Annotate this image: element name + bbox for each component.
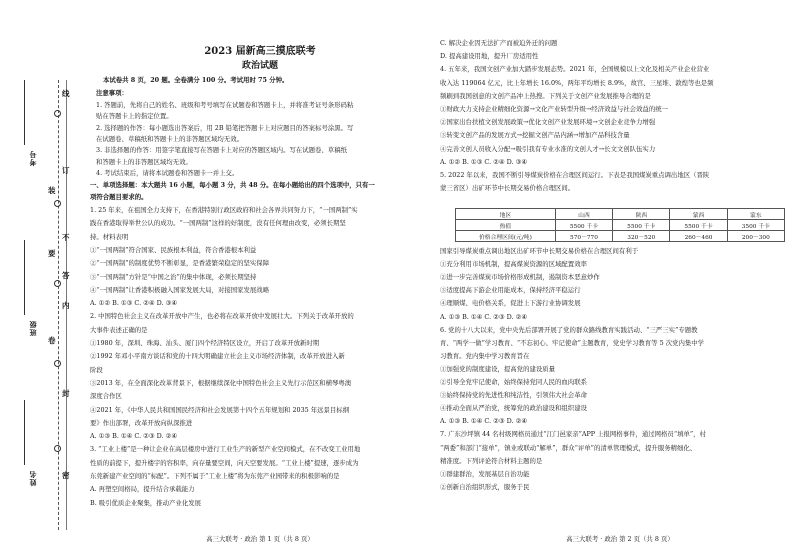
text-line: ③适度提高下游企业用能成本，保持经济平稳运行: [440, 286, 581, 295]
table-cell: 570－770: [555, 231, 612, 242]
text-line: 在试题卷、草稿纸和答题卡上的非答题区域均无效。: [96, 134, 243, 143]
text-line: ②1992 年邓小平南方谈话和党的十四大明确建立社会主义市场经济体制，改革开放进入新: [90, 352, 345, 361]
margin-char: 订: [62, 166, 70, 175]
text-line: 3. 非选择题的作答：用签字笔直接写在答题卡上对应的答题区域内。写在试题卷、草稿纸: [96, 146, 347, 155]
text-line: 3. “工业上楼”是一种让企业在高层楼房中进行工业生产的新型产业空间模式，在不改变工业用地: [90, 445, 361, 454]
margin-char: 答: [62, 271, 70, 280]
text-line: 持。材料表明: [90, 232, 129, 241]
table-cell: 蒙东: [727, 209, 784, 220]
margin-char: 要: [48, 249, 56, 258]
text-line: A. 再塑空间格局，提升结合承载能力: [90, 485, 195, 494]
table-cell: 价格合理区间(元/吨): [456, 231, 556, 242]
exam-info: 本试卷共 8 页，20 题。全卷满分 100 分。考试用时 75 分钟。: [103, 76, 289, 84]
text-line: ③2013 年，在全面深化改革背景下，根据继续深化中国特色社会主义先行示范区和横琴粤澳: [90, 378, 352, 387]
coal-price-table: [455, 208, 785, 242]
text-line: ④完善文创人员收入分配→吸引我有专业水准的文创人才→长文文创队伍实力: [440, 144, 656, 153]
binding-margin: [0, 0, 80, 551]
text-line: 频刷到我国创意的文创产品冲上热搜。下列关于文创产业发展推导合理的是: [440, 91, 651, 100]
class-line: [24, 240, 25, 315]
text-line: A. ①③ B. ①④ C. ②③ D. ②④: [440, 417, 528, 426]
text-line: 4. 五年来，我国文创产业加大踏步发展态势。2021 年，全国规模以上文化及相关产业企业营业: [440, 65, 710, 74]
text-line: 要》作出部署，改革开放向纵深推进: [90, 418, 193, 427]
text-line: 深度合作区: [90, 392, 122, 401]
text-line: ④2021 年，《中华人民共和国国民经济和社会发展第十四个五年规划和 2035 年远景目标纲: [90, 405, 350, 414]
text-line: ②引导全党牢记使命，始终保持党同人民的血肉联系: [440, 378, 587, 386]
margin-char: 装: [48, 186, 56, 195]
text-line: ④推动全面从严治党，统筹党的政治建设和组织建设: [440, 404, 587, 413]
table-cell: 320－520: [613, 231, 670, 242]
section-heading-cont: 项符合题目要求的。: [90, 193, 148, 201]
text-line: ④“一国两制”让香港积极融入国家发展大局，对接国家发展战略: [90, 285, 270, 294]
text-line: 和答题卡上的非答题区域均无效。: [96, 157, 192, 166]
table-cell: 地区: [456, 209, 556, 220]
name-line: [24, 400, 25, 465]
table-cell: 5500 千卡: [613, 220, 670, 231]
margin-char: 密: [62, 471, 70, 480]
text-line: ②国家出台扶植文创发展政策→优化文创产业发展环境→文创企业竞争力增强: [440, 118, 656, 127]
text-line: 收入达 119064 亿元，比上年增长 16.0%，两年平均增长 8.9%，故宫、三星堆、敦煌等也是频: [440, 78, 714, 87]
binding-hole: [54, 360, 61, 367]
text-line: ③始终保持党的先进性和纯洁性，引领伟大社会革命: [440, 391, 587, 400]
table-cell: 5500 千卡: [555, 220, 612, 231]
binding-hole: [54, 445, 61, 452]
table-cell: 陕西: [613, 209, 670, 220]
text-line: 东莞新建产业空间的“标配”。下列不属于“工业上楼”将为东莞产业园带来的积极影响的是: [90, 472, 340, 480]
text-line: 1. 答题前，先将自己的姓名、班级和考号填写在试题卷和答题卡上，并将准考证号条形码粘: [96, 101, 354, 109]
name-label: 姓名: [28, 470, 37, 486]
text-line: A. ①② B. ①③ C. ②④ D. ③④: [440, 157, 528, 166]
notice-heading: 注意事项：: [96, 89, 128, 97]
text-line: ②“一国两制”的制度优势不断彰显，是香港繁荣稳定的坚实保障: [90, 259, 270, 268]
table-cell: 热值: [456, 220, 556, 231]
text-line: 6. 党的十八大以来，党中央先后部署开展了党的群众路线教育实践活动、“三严三实”专题教: [440, 325, 698, 334]
exam-number-label: 考号: [28, 150, 37, 166]
margin-char: 封: [62, 389, 70, 398]
text-line: D. 提高建设用地，提升厂房适用性: [440, 52, 539, 61]
text-line: “两委”和部门“接单”，镇业或联动“解单”，群众“评单”的清单管理模式，提升服务精细化、: [440, 443, 697, 452]
binding-hole: [54, 200, 61, 207]
text-line: 阶段: [90, 365, 103, 374]
table-cell: 山西: [555, 209, 612, 220]
text-line: 2. 选择题的作答：每小题选出答案后，用 2B 铅笔把答题卡上对应题目的答案标号涂黑。写: [96, 123, 354, 132]
text-line: ④理顺煤、电价格关系，促进上下游行业协调发展: [440, 299, 581, 308]
margin-char: 卷: [48, 336, 56, 345]
table-row: [456, 220, 785, 231]
text-line: 精准度。下列评论符合材料主题的是: [440, 456, 543, 465]
text-line: 贴在答题卡上的指定位置。: [96, 112, 173, 121]
table-row: [456, 231, 785, 242]
table-row: [456, 209, 785, 220]
text-line: ①充分利用市场机制，提高煤炭资源的区域配置效率: [440, 260, 587, 269]
text-line: 蒙三省区）出矿环节中长期交易价格合理区间。: [440, 184, 575, 193]
text-line: 习教育。党内集中学习教育旨在: [440, 351, 530, 360]
binding-hole: [54, 110, 61, 117]
text-line: ②进一步完善煤炭市场价格形成机制，遏制资本恶意炒作: [440, 273, 600, 282]
text-line: ①加强党的制度建设，提高党的建设质量: [440, 364, 556, 373]
text-line: ①“一国两制”符合国家、民族根本利益，符合香港根本利益: [90, 245, 257, 254]
text-line: 育、“两学一做”学习教育、“不忘初心、牢记使命”主题教育，党史学习教育等 5 次党内集中学: [440, 338, 705, 347]
text-line: ①1980 年，深圳、珠海、汕头、厦门四个经济特区设立，开启了改革开放新时期: [90, 339, 320, 347]
text-line: ③转变文创产品的发展方式→挖掘文创产品内涵→增加产品科技含量: [440, 131, 630, 140]
text-line: B. 吸引优质企业聚集，推动产业化发展: [90, 498, 202, 507]
table-cell: 蒙西: [670, 209, 727, 220]
text-line: 践在香港取得举世公认的成功。“一国两制”这样的好制度，没有任何理由改变，必须长期坚: [90, 219, 346, 228]
text-line: ③“一国两制”方针是“中国之治”的集中体现，必须长期坚持: [90, 272, 257, 281]
text-line: A. ①② B. ①③ C. ②④ D. ③④: [90, 299, 178, 308]
table-cell: 260－460: [670, 231, 727, 242]
text-line: 1. 25 年来，在祖国全力支持下，在香港特别行政区政府和社会各界共同努力下，“一国两制”实: [90, 206, 358, 214]
text-line: ①群建群治，发展基层自治功能: [440, 469, 530, 478]
text-line: 2. 中国特色社会主义在改革开放中产生，也必将在改革开放中发展壮大。下列关于改革开放的: [90, 312, 354, 321]
text-line: 7. 广东沙坪镇 44 名村级网格员通过“江门邑家亲”APP 上报网格事件，通过网格员“填单”，村: [440, 430, 706, 439]
margin-char: 线: [62, 89, 70, 98]
text-line: C. 解决企业因无法扩产而被迫外迁的问题: [440, 39, 558, 47]
text-line: 大事件表述正确的是: [90, 325, 148, 334]
text-line: ①财政大力支持企业精细化资源→文化产业转型升级→经济效益与社会效益的统一: [440, 105, 668, 113]
exam-subtitle: 政治试题: [241, 61, 278, 71]
dashed-binding-line: [58, 80, 59, 530]
page-footer-left: 高三大联考 · 政治 第 1 页（共 8 页）: [206, 535, 314, 543]
text-line: 5. 2022 年以来，我国不断引导煤炭价格在合理区间运行。下表是我国煤炭重点调出地区（晋陕: [440, 171, 710, 179]
text-line: A. ①③ B. ①④ C. ②③ D. ②④: [90, 432, 178, 441]
page-footer-right: 高三大联考 · 政治 第 2 页（共 8 页）: [566, 535, 674, 543]
text-line: A. ①③ B. ①④ C. ②③ D. ②④: [440, 312, 528, 321]
table-cell: 3500 千卡: [727, 220, 784, 231]
table-cell: 5500 千卡: [670, 220, 727, 231]
section-heading: 一、单项选择题：本大题共 16 小题，每小题 3 分，共 48 分。在每小题给出的四个选项中，只有一: [90, 181, 375, 189]
table-cell: 200－300: [727, 231, 784, 242]
exam-title: 2023 届新高三摸底联考: [204, 46, 316, 57]
text-line: 国家引导煤炭重点调出地区出矿环节中长期交易价格在合理区间有利于: [440, 247, 639, 255]
text-line: 4. 考试结束后，请将本试题卷和答题卡一并上交。: [96, 168, 239, 177]
class-label: 班级: [28, 320, 37, 336]
margin-char: 不: [62, 233, 70, 242]
binding-hole: [54, 280, 61, 287]
text-line: ②创新自治组织形式，服务于民: [440, 482, 530, 491]
text-line: 性质的前提下，提升楼宇的容积率，向存量要空间，向天空要发展。“工业上楼”提速，逐步成为: [90, 458, 359, 467]
exam-number-line: [24, 80, 25, 145]
margin-char: 内: [62, 301, 70, 310]
